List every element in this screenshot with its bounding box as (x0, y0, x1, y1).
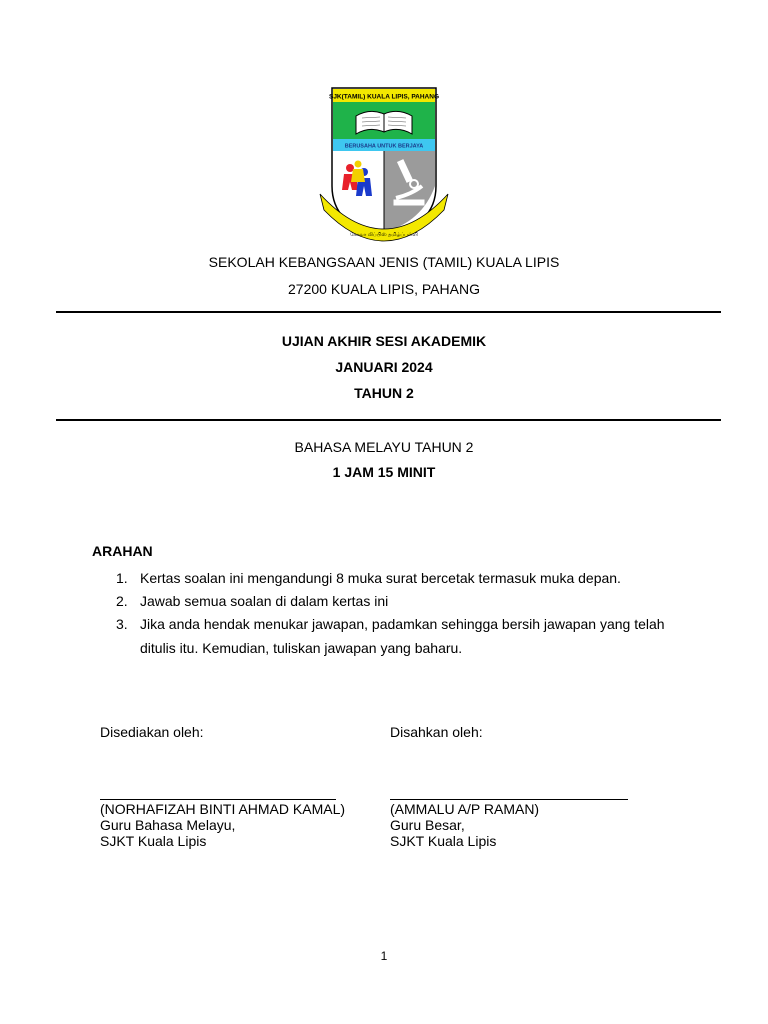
exam-date: JANUARI 2024 (335, 359, 433, 375)
exam-title: UJIAN AKHIR SESI AKADEMIK (281, 333, 487, 349)
prepared-signature-line (100, 799, 336, 800)
page-number: 1 (380, 949, 388, 963)
prepared-by-name: (NORHAFIZAH BINTI AHMAD KAMAL) (100, 801, 346, 817)
exam-subject: BAHASA MELAYU TAHUN 2 (294, 439, 474, 455)
instruction-text-continued: ditulis itu. Kemudian, tuliskan jawapan yang baharu. (140, 640, 463, 656)
approved-signature-line (390, 799, 628, 800)
approved-by-school: SJKT Kuala Lipis (390, 833, 497, 849)
exam-year: TAHUN 2 (354, 385, 414, 401)
divider-bottom (56, 419, 721, 421)
approved-by-label: Disahkan oleh: (390, 724, 483, 740)
prepared-by-label: Disediakan oleh: (100, 724, 204, 740)
instruction-text: Kertas soalan ini mengandungi 8 muka surat bercetak termasuk muka depan. (140, 570, 621, 586)
approved-by-role: Guru Besar, (390, 817, 465, 833)
instruction-text: Jika anda hendak menukar jawapan, padamkan sehingga bersih jawapan yang telah (140, 616, 665, 632)
book-icon (356, 111, 412, 134)
logo-motto-text: BERUSAHA UNTUK BERJAYA (344, 143, 424, 150)
instruction-number: 1. (116, 570, 128, 586)
instruction-text: Jawab semua soalan di dalam kertas ini (140, 593, 389, 609)
instruction-number: 3. (116, 616, 128, 632)
instructions-heading: ARAHAN (92, 543, 153, 559)
school-crest-logo (318, 86, 450, 246)
prepared-by-school: SJKT Kuala Lipis (100, 833, 207, 849)
school-address: 27200 KUALA LIPIS, PAHANG (288, 281, 480, 297)
divider-top (56, 311, 721, 313)
logo-banner-text: SJK(TAMIL) KUALA LIPIS, PAHANG (328, 93, 440, 101)
school-name: SEKOLAH KEBANGSAAN JENIS (TAMIL) KUALA LIPIS (208, 254, 560, 270)
instruction-number: 2. (116, 593, 128, 609)
prepared-by-role: Guru Bahasa Melayu, (100, 817, 236, 833)
logo-tamil-text: கோலா லிப்பிஸ் தமிழ்ப்பள்ளி (350, 232, 418, 238)
exam-duration: 1 JAM 15 MINIT (332, 464, 436, 480)
approved-by-name: (AMMALU A/P RAMAN) (390, 801, 540, 817)
